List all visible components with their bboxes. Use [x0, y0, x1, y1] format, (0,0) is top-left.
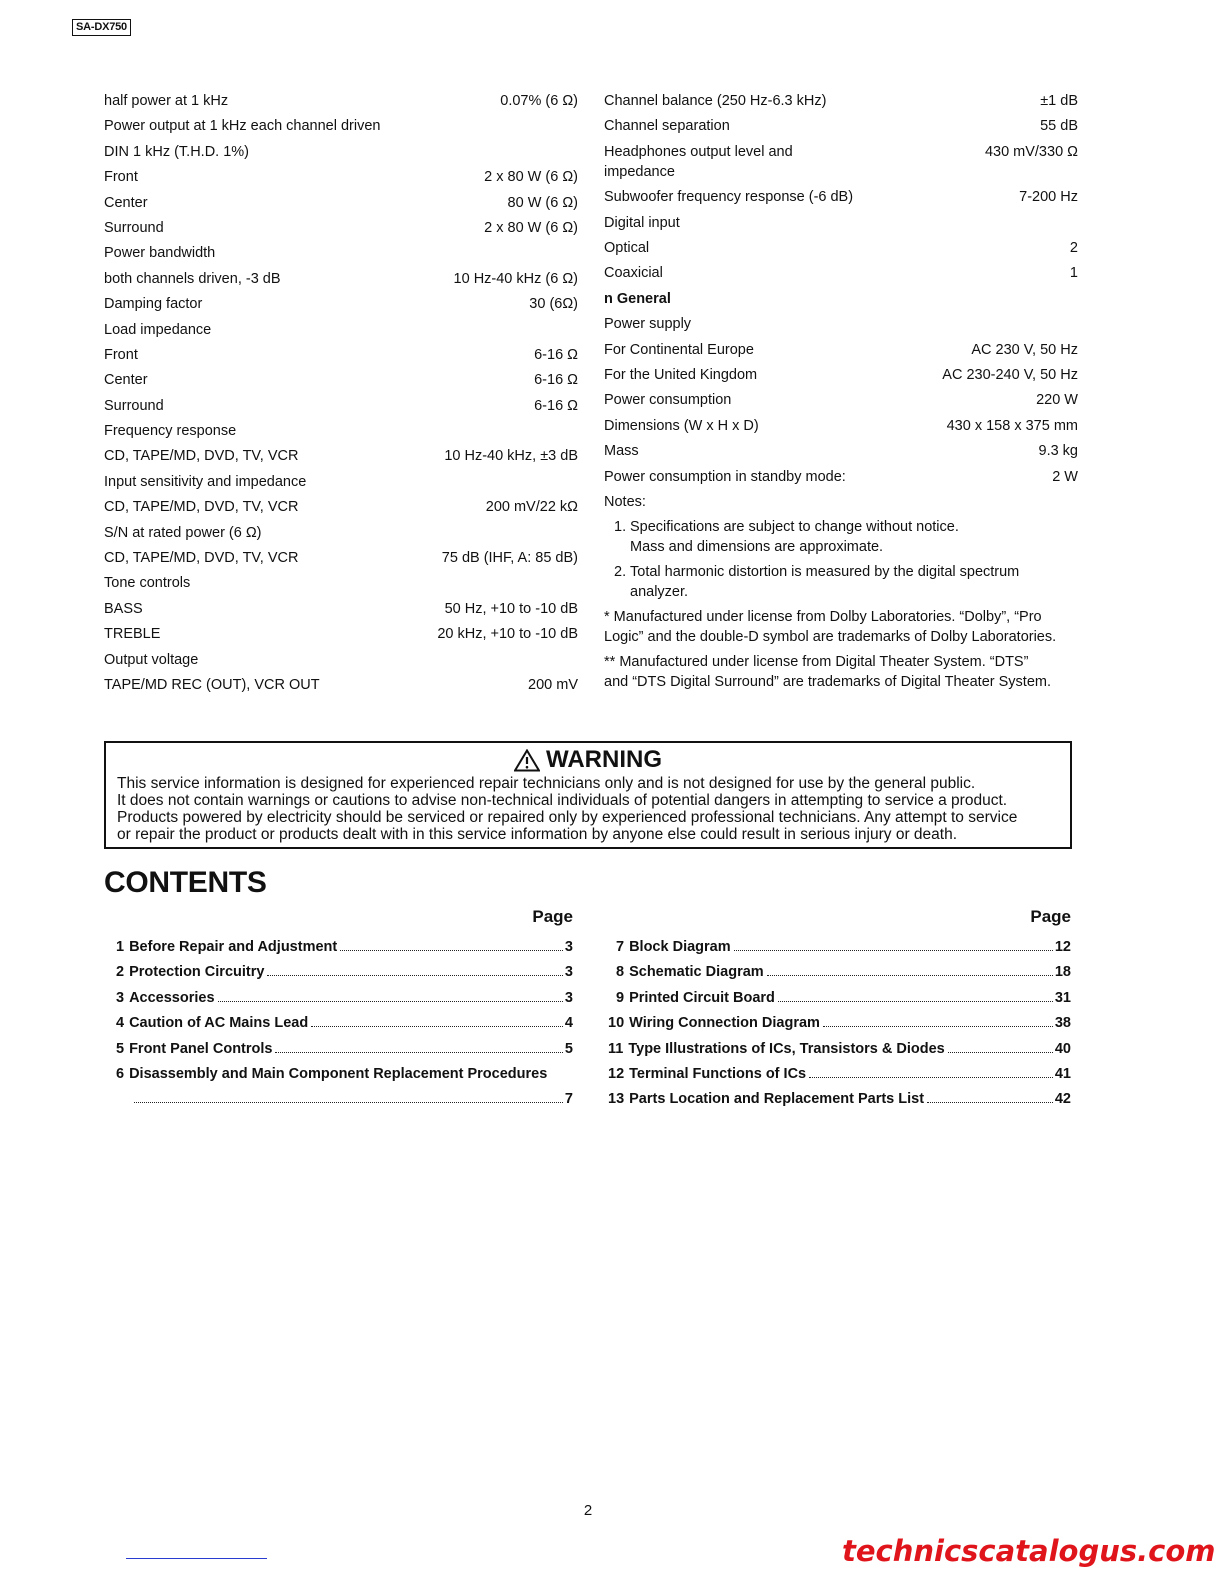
spec-row [604, 340, 1078, 365]
footnote-line: * Manufactured under license from Dolby Laboratories. “Dolby”, “Pro [604, 609, 1042, 626]
spec-label: Notes: [604, 493, 646, 510]
spec-row [104, 472, 578, 497]
spec-label: Coaxicial [604, 265, 663, 282]
warning-box [104, 741, 1072, 849]
toc-leader-dots [767, 975, 1053, 976]
toc-page: 38 [1054, 1015, 1071, 1032]
toc-title: Wiring Connection Diagram [629, 1015, 820, 1032]
bullet-marker: n [604, 290, 613, 307]
spec-row [604, 91, 1078, 116]
spec-label: half power at 1 kHz [104, 93, 229, 109]
toc-item[interactable] [116, 1039, 573, 1064]
note-number: 1. [614, 519, 627, 536]
spec-label: TAPE/MD REC (OUT), VCR OUT [104, 676, 320, 693]
spec-value: 6-16 Ω [534, 346, 578, 363]
toc-leader-dots [734, 950, 1053, 951]
spec-value: 10 Hz-40 kHz (6 Ω) [453, 270, 578, 287]
spec-row [604, 467, 1078, 492]
toc-page-header: Page [532, 907, 573, 926]
spec-label: Channel separation [604, 118, 730, 135]
toc-leader-dots [134, 1102, 563, 1103]
spec-row [104, 599, 578, 624]
spec-label: Damping factor [104, 296, 203, 313]
spec-label: Input sensitivity and impedance [104, 473, 307, 490]
spec-label: Mass [604, 443, 639, 460]
spec-label: Front [104, 346, 138, 363]
spec-label: both channels driven, -3 dB [104, 270, 281, 287]
spec-label: Tone controls [104, 575, 191, 592]
spec-value: 6-16 Ω [534, 372, 578, 389]
spec-value: 1 [1069, 265, 1078, 282]
footnote-line: and “DTS Digital Surround” are trademarks of Digital Theater System. [604, 674, 1051, 691]
toc-leader-dots [218, 1001, 563, 1002]
note-line: Specifications are subject to change without notice. [630, 519, 959, 536]
spec-value: 7-200 Hz [1019, 189, 1078, 206]
spec-value: 75 dB (IHF, A: 85 dB) [441, 550, 578, 567]
spec-label: Surround [104, 219, 164, 236]
toc-number: 8 [616, 964, 625, 981]
toc-item[interactable] [116, 962, 573, 987]
toc-leader-dots [311, 1026, 563, 1027]
spec-value: AC 230 V, 50 Hz [971, 341, 1078, 358]
toc-page: 3 [564, 964, 573, 981]
model-tag: SA-DX750 [72, 19, 131, 36]
watermark: technicscatalogus.com [842, 1534, 1216, 1568]
spec-value: 20 kHz, +10 to -10 dB [437, 626, 578, 643]
spec-row [104, 193, 578, 218]
spec-label: BASS [104, 600, 143, 617]
spec-row [104, 396, 578, 421]
toc-item[interactable] [116, 937, 573, 962]
toc-number: 7 [616, 939, 625, 955]
toc-number: 4 [116, 1015, 125, 1032]
toc-number: 1 [116, 939, 125, 955]
toc-title: Block Diagram [629, 939, 731, 955]
toc-item[interactable] [608, 1039, 1071, 1064]
spec-value: 0.07% (6 Ω) [500, 93, 578, 109]
toc-item[interactable] [608, 988, 1071, 1013]
spec-label: Surround [104, 397, 164, 414]
spec-value: 2 [1069, 240, 1078, 257]
footnote-line: ** Manufactured under license from Digital Theater System. “DTS” [604, 654, 1029, 671]
toc-number: 12 [608, 1065, 625, 1082]
toc-item-continuation[interactable] [116, 1089, 573, 1114]
spec-row [604, 492, 1078, 517]
spec-value: 9.3 kg [1038, 443, 1078, 460]
toc-title: Parts Location and Replacement Parts List [629, 1091, 925, 1108]
toc-number: 13 [608, 1091, 625, 1108]
toc-item[interactable] [608, 962, 1071, 987]
toc-number: 2 [116, 964, 125, 981]
warning-text-line: or repair the product or products dealt with in this service information by anyone else could result in serious injury or death. [117, 826, 958, 843]
toc-number: 5 [116, 1040, 125, 1057]
toc-title: Terminal Functions of ICs [629, 1065, 807, 1082]
spec-row [104, 370, 578, 395]
warning-text-line: Products powered by electricity should be serviced or repaired only by experienced professional technicians. Any attempt to service [117, 809, 1018, 826]
note-text [630, 517, 1078, 557]
spec-row [104, 345, 578, 370]
toc-page: 5 [564, 1040, 573, 1057]
toc-item[interactable] [116, 988, 573, 1013]
toc-title: Accessories [129, 989, 215, 1006]
toc-number: 3 [116, 989, 125, 1006]
spec-value: ±1 dB [1040, 93, 1078, 109]
toc-item[interactable] [608, 937, 1071, 962]
spec-row [104, 497, 578, 522]
spec-row [104, 523, 578, 548]
spec-row [104, 91, 578, 116]
spec-label: Center [104, 372, 148, 389]
note-line: analyzer. [630, 584, 689, 601]
spec-label: DIN 1 kHz (T.H.D. 1%) [104, 143, 250, 160]
spec-value: 2 x 80 W (6 Ω) [484, 219, 578, 236]
spec-label: Channel balance (250 Hz-6.3 kHz) [604, 93, 827, 109]
toc-title: Caution of AC Mains Lead [129, 1015, 309, 1032]
toc-title: Printed Circuit Board [629, 989, 775, 1006]
toc-title: Front Panel Controls [129, 1040, 273, 1057]
spec-value: 430 x 158 x 375 mm [946, 417, 1078, 434]
toc-leader-dots [267, 975, 562, 976]
toc-page: 12 [1054, 939, 1071, 955]
contents-title: CONTENTS [104, 866, 267, 899]
spec-label: Power consumption in standby mode: [604, 468, 846, 485]
spec-label: Front [104, 169, 138, 186]
warning-title-text: WARNING [546, 746, 662, 773]
toc-leader-dots [948, 1052, 1053, 1053]
spec-row [104, 167, 578, 192]
toc-page: 7 [564, 1091, 573, 1108]
spec-label: For the United Kingdom [604, 367, 758, 384]
spec-label: Power supply [604, 316, 692, 333]
spec-row [604, 441, 1078, 466]
page-number: 2 [583, 1502, 593, 1519]
spec-value: 10 Hz-40 kHz, ±3 dB [444, 448, 578, 465]
warning-text-line: It does not contain warnings or cautions to advise non-technical individuals of potential dangers in attempting to service a product. [117, 792, 1008, 809]
spec-label: Frequency response [104, 423, 237, 440]
spec-row [104, 573, 578, 598]
toc-item[interactable] [116, 1064, 573, 1089]
spec-label: TREBLE [104, 626, 161, 643]
spec-value: 2 W [1052, 468, 1078, 485]
toc-page: 18 [1054, 964, 1071, 981]
spec-row [104, 675, 578, 700]
spec-row [104, 446, 578, 471]
toc-title: Disassembly and Main Component Replacement Procedures [129, 1065, 548, 1082]
spec-value: 55 dB [1040, 118, 1078, 135]
toc-item[interactable] [608, 1013, 1071, 1038]
toc-page: 40 [1054, 1040, 1071, 1057]
spec-label: CD, TAPE/MD, DVD, TV, VCR [104, 499, 299, 516]
toc-page: 41 [1054, 1065, 1071, 1082]
toc-number: 11 [608, 1040, 624, 1057]
spec-row [604, 314, 1078, 339]
spec-label: Output voltage [104, 651, 199, 668]
toc-page: 31 [1054, 989, 1071, 1006]
toc-page-header: Page [1030, 907, 1071, 926]
toc-left-column [116, 906, 573, 1115]
spec-label: CD, TAPE/MD, DVD, TV, VCR [104, 448, 299, 465]
spec-value: 50 Hz, +10 to -10 dB [444, 600, 578, 617]
spec-row [104, 624, 578, 649]
footer-link-underline[interactable] [126, 1558, 267, 1559]
note-number: 2. [614, 564, 627, 581]
note-item [614, 562, 1078, 602]
specs-right-column [604, 91, 1078, 697]
toc-leader-dots [809, 1077, 1053, 1078]
toc-title: Type Illustrations of ICs, Transistors & Diodes [628, 1040, 945, 1057]
toc-item[interactable] [608, 1089, 1071, 1114]
spec-row [104, 320, 578, 345]
toc-number: 10 [608, 1015, 625, 1032]
spec-row [104, 142, 578, 167]
footnote-dts [604, 652, 1078, 692]
toc-number: 6 [116, 1065, 125, 1082]
toc-item[interactable] [116, 1013, 573, 1038]
spec-row [604, 187, 1078, 212]
spec-row [604, 263, 1078, 288]
spec-row [104, 548, 578, 573]
spec-value: 430 mV/330 Ω [984, 143, 1078, 160]
spec-label: Dimensions (W x H x D) [604, 417, 759, 434]
spec-label: Optical [604, 240, 650, 257]
note-item [614, 517, 1078, 557]
toc-leader-dots [823, 1026, 1053, 1027]
spec-row [604, 213, 1078, 238]
toc-leader-dots [778, 1001, 1053, 1002]
spec-label: Subwoofer frequency response (-6 dB) [604, 189, 854, 206]
toc-leader-dots [340, 950, 563, 951]
spec-value: 200 mV/22 kΩ [485, 499, 578, 516]
note-text [630, 562, 1078, 602]
spec-value: 220 W [1036, 392, 1078, 409]
toc-title: Before Repair and Adjustment [129, 939, 338, 955]
spec-value: AC 230-240 V, 50 Hz [942, 367, 1078, 384]
spec-value: 6-16 Ω [534, 397, 578, 414]
spec-label: For Continental Europe [604, 341, 754, 358]
spec-row [604, 142, 1078, 188]
spec-row [604, 416, 1078, 441]
spec-value: 2 x 80 W (6 Ω) [484, 169, 578, 186]
toc-title: Schematic Diagram [629, 964, 764, 981]
toc-title: Protection Circuitry [129, 964, 265, 981]
toc-leader-dots [275, 1052, 562, 1053]
spec-label: Power consumption [604, 392, 732, 409]
spec-label: Power bandwidth [104, 245, 216, 262]
warning-title [117, 745, 1059, 775]
section-heading-general [604, 289, 1078, 314]
spec-value: 80 W (6 Ω) [507, 194, 578, 211]
spec-row [604, 365, 1078, 390]
spec-label: Load impedance [104, 321, 212, 338]
spec-label: Headphones output level and impedance [604, 143, 793, 180]
spec-row [604, 238, 1078, 263]
footnote-dolby [604, 607, 1078, 647]
toc-page: 3 [564, 939, 573, 955]
spec-label: Center [104, 194, 148, 211]
section-heading-text: General [616, 290, 671, 307]
toc-leader-dots [927, 1102, 1053, 1103]
toc-page: 42 [1054, 1091, 1071, 1108]
spec-row [604, 390, 1078, 415]
spec-row [104, 650, 578, 675]
spec-label: Power output at 1 kHz each channel driven [104, 118, 381, 135]
spec-row [104, 269, 578, 294]
spec-value: 30 (6Ω) [529, 296, 578, 313]
toc-page: 3 [564, 989, 573, 1006]
spec-row [104, 294, 578, 319]
toc-item[interactable] [608, 1064, 1071, 1089]
spec-row [104, 243, 578, 268]
spec-label: S/N at rated power (6 Ω) [104, 524, 262, 541]
note-line: Total harmonic distortion is measured by the digital spectrum [630, 564, 1020, 581]
warning-text-line: This service information is designed for experienced repair technicians only and is not designed for use by the general public. [117, 775, 976, 792]
toc-page: 4 [564, 1015, 573, 1032]
toc-right-column [608, 906, 1071, 1115]
spec-row [604, 116, 1078, 141]
toc-number: 9 [616, 989, 625, 1006]
note-line: Mass and dimensions are approximate. [630, 539, 884, 556]
spec-row [104, 116, 578, 141]
warning-triangle-icon [514, 749, 540, 772]
spec-label: Digital input [604, 214, 680, 231]
specs-left-column [104, 91, 578, 700]
spec-label: CD, TAPE/MD, DVD, TV, VCR [104, 550, 299, 567]
spec-row [104, 421, 578, 446]
spec-row [104, 218, 578, 243]
spec-label [604, 289, 671, 309]
footnote-line: Logic” and the double-D symbol are trademarks of Dolby Laboratories. [604, 629, 1057, 646]
spec-value: 200 mV [528, 676, 578, 693]
